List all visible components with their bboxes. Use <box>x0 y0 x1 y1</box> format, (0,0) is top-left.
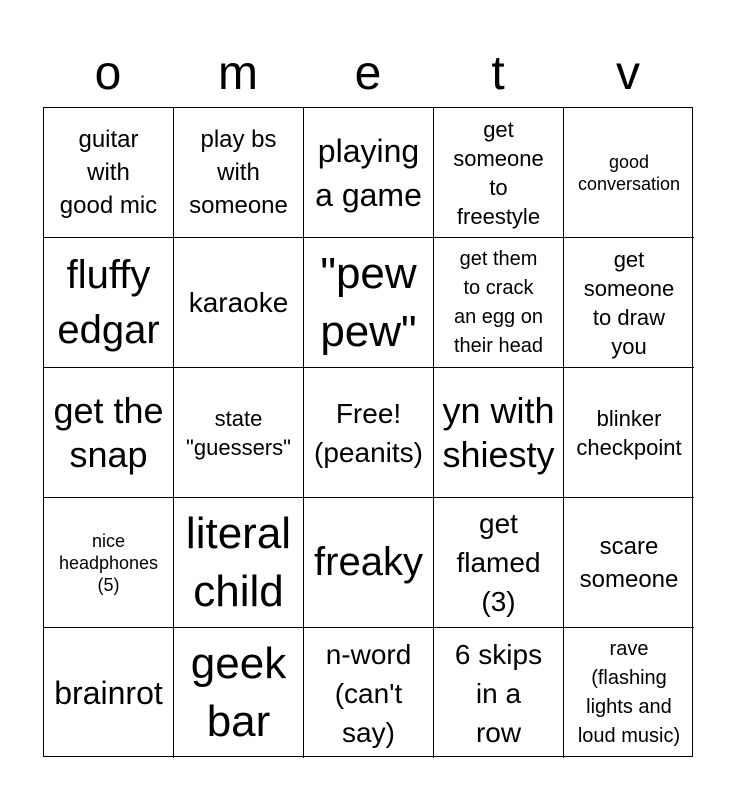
bingo-cell-label: get someone to freestyle <box>453 116 544 229</box>
bingo-cell[interactable] <box>434 368 564 498</box>
bingo-cell-label: play bs with someone <box>189 126 288 219</box>
header-letter: t <box>491 47 505 100</box>
bingo-cell[interactable] <box>564 108 694 238</box>
bingo-cell-label: get flamed (3) <box>456 508 541 617</box>
bingo-cell-label: get the snap <box>53 389 164 475</box>
bingo-cell-label: karaoke <box>188 287 289 318</box>
bingo-cell[interactable] <box>304 238 434 368</box>
bingo-cell[interactable] <box>434 628 564 758</box>
bingo-cell-label: Free! (peanits) <box>314 397 423 468</box>
bingo-cell-label: yn with shiesty <box>442 389 555 475</box>
bingo-cell-label: scare someone <box>579 532 679 593</box>
bingo-cell-label: "pew pew" <box>320 248 417 356</box>
bingo-cell[interactable] <box>174 238 304 368</box>
bingo-cell-label: state "guessers" <box>186 405 291 460</box>
bingo-cell[interactable] <box>564 368 694 498</box>
bingo-cell-label: 6 skips in a row <box>454 638 543 748</box>
bingo-cell[interactable] <box>174 108 304 238</box>
bingo-cell[interactable] <box>304 498 434 628</box>
bingo-cell[interactable] <box>44 628 174 758</box>
bingo-cell[interactable] <box>304 368 434 498</box>
bingo-cell-label: literal child <box>185 508 292 616</box>
bingo-cell[interactable] <box>304 628 434 758</box>
bingo-cell[interactable] <box>44 108 174 238</box>
header-letter: m <box>218 47 258 100</box>
bingo-cell[interactable] <box>44 498 174 628</box>
bingo-cell-label: n-word (can't say) <box>325 638 412 748</box>
bingo-cell-label: freaky <box>314 540 423 584</box>
bingo-cell-label: nice headphones (5) <box>58 530 159 595</box>
bingo-cell[interactable] <box>564 238 694 368</box>
header-letter: v <box>616 47 640 100</box>
bingo-cell-label: playing a game <box>315 132 422 213</box>
bingo-cell[interactable] <box>174 628 304 758</box>
bingo-cell-label: get someone to draw you <box>583 246 675 359</box>
header-letter: e <box>354 47 382 100</box>
bingo-cell[interactable] <box>434 108 564 238</box>
bingo-cell[interactable] <box>304 108 434 238</box>
bingo-cell-label: good conversation <box>577 151 681 194</box>
bingo-cell[interactable] <box>44 238 174 368</box>
bingo-cell-label: brainrot <box>54 675 163 711</box>
bingo-grid <box>43 107 693 757</box>
bingo-cell[interactable] <box>564 498 694 628</box>
bingo-cell[interactable] <box>44 368 174 498</box>
bingo-cell-label: geek bar <box>190 639 287 746</box>
bingo-cell-label: blinker checkpoint <box>576 405 682 460</box>
header-letter: o <box>94 47 122 100</box>
bingo-cell-label: get them to crack an egg on their head <box>454 247 543 357</box>
bingo-header <box>43 40 693 108</box>
bingo-cell-label: fluffy edgar <box>57 252 160 352</box>
bingo-cell-label: guitar with good mic <box>59 126 158 219</box>
bingo-cell[interactable] <box>564 628 694 758</box>
bingo-cell[interactable] <box>434 238 564 368</box>
bingo-cell[interactable] <box>434 498 564 628</box>
bingo-cell[interactable] <box>174 368 304 498</box>
bingo-cell[interactable] <box>174 498 304 628</box>
bingo-cell-label: rave (flashing lights and loud music) <box>577 638 681 747</box>
